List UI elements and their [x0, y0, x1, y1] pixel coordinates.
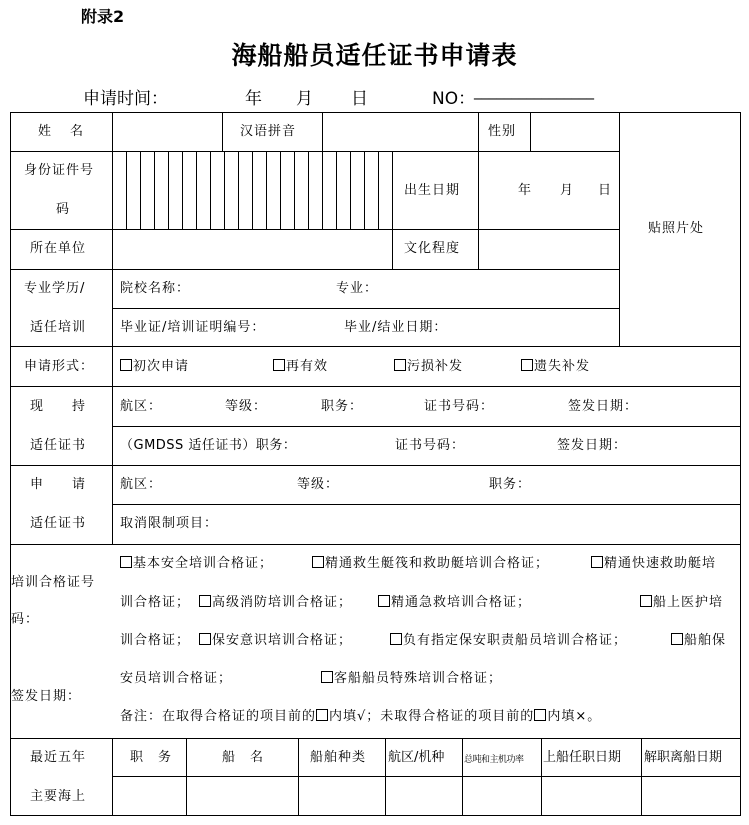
training-issue-date-label: 签发日期： — [11, 689, 82, 704]
gmdss-issue-date-label[interactable]: 签发日期： — [557, 438, 628, 453]
note-text: 备注：在取得合格证的项目前的 — [120, 709, 317, 724]
cert-line-continuation: 训合格证； — [120, 633, 191, 648]
table-line — [740, 112, 741, 816]
employer-label: 所在单位 — [30, 241, 87, 256]
application-time-label: 申请时间： — [83, 89, 168, 109]
note-text: 内填√；未取得合格证的项目前的 — [329, 709, 535, 724]
checkbox-icon[interactable] — [591, 556, 603, 568]
table-line — [10, 544, 741, 545]
cert-label: 基本安全培训合格证； — [133, 556, 274, 571]
table-line — [222, 112, 223, 152]
cert-label: 负有指定保安职责船员培训合格证； — [403, 633, 628, 648]
name-field[interactable] — [113, 113, 222, 151]
cert-basic-safety[interactable] — [120, 556, 273, 572]
table-line — [10, 465, 741, 466]
gmdss-duty-label[interactable]: （GMDSS 适任证书）职务： — [120, 438, 297, 453]
requested-grade-label[interactable]: 等级： — [297, 477, 340, 492]
table-line — [112, 504, 741, 505]
col-disembark-date: 解职离船日期 — [644, 750, 723, 765]
cert-label: 保安意识培训合格证； — [212, 633, 353, 648]
checkbox-icon[interactable] — [199, 595, 211, 607]
table-line — [112, 426, 741, 427]
cert-line-continuation: 训合格证； — [120, 595, 191, 610]
pinyin-label: 汉语拼音 — [240, 124, 297, 139]
col-embark-date: 上船任职日期 — [543, 750, 622, 765]
school-name-label[interactable]: 院校名称： — [120, 281, 191, 296]
option-label: 遗失补发 — [534, 359, 591, 374]
cert-label: 客船船员特殊培训合格证； — [334, 671, 503, 686]
birth-date-label: 出生日期 — [404, 183, 461, 198]
requested-cert-label-cont: 适任证书 — [30, 516, 87, 531]
checkbox-icon[interactable] — [378, 595, 390, 607]
cert-fast-rescue-boat[interactable] — [591, 556, 716, 572]
checkbox-icon[interactable] — [390, 633, 402, 645]
cert-label: 船舶保 — [684, 633, 727, 648]
gmdss-cert-number-label[interactable]: 证书号码： — [395, 438, 466, 453]
service-cell[interactable] — [542, 777, 641, 815]
col-duty: 职 务 — [130, 750, 173, 765]
checkbox-icon[interactable] — [120, 556, 132, 568]
application-year[interactable]: 年 — [245, 89, 262, 109]
cert-label: 精通救生艇筏和救助艇培训合格证； — [325, 556, 550, 571]
current-cert-label: 现 持 — [30, 399, 87, 414]
cert-survival-craft[interactable] — [312, 556, 549, 572]
checkbox-icon — [534, 709, 546, 721]
cert-medical-first-aid[interactable] — [378, 595, 531, 611]
table-line — [10, 346, 741, 347]
id-number-label-cont: 码 — [56, 202, 71, 217]
table-line — [392, 151, 393, 270]
service-cell[interactable] — [642, 777, 740, 815]
cert-designated-security[interactable] — [390, 633, 627, 649]
col-area-engine: 航区/机种 — [388, 750, 445, 765]
cert-medical-care[interactable] — [640, 595, 723, 611]
cert-passenger-ship[interactable] — [321, 671, 502, 687]
table-line — [10, 112, 11, 816]
major-label[interactable]: 专业： — [336, 281, 379, 296]
photo-placeholder: 贴照片处 — [648, 221, 705, 236]
current-area-label[interactable]: 航区： — [120, 399, 163, 414]
current-cert-number-label[interactable]: 证书号码： — [424, 399, 495, 414]
table-line — [10, 738, 741, 739]
training-cert-label: 培训合格证号 — [11, 575, 96, 590]
training-cert-label-cont: 码： — [11, 612, 40, 627]
col-ship-type: 船舶种类 — [310, 750, 367, 765]
name-label: 姓 名 — [38, 124, 87, 139]
employer-field[interactable] — [113, 230, 392, 269]
education-label: 文化程度 — [404, 241, 461, 256]
current-cert-label-cont: 适任证书 — [30, 438, 87, 453]
option-label: 再有效 — [286, 359, 329, 374]
cert-advanced-firefighting[interactable] — [199, 595, 352, 611]
checkbox-icon — [316, 709, 328, 721]
checkbox-icon[interactable] — [120, 359, 132, 371]
cert-label: 高级消防培训合格证； — [212, 595, 353, 610]
graduation-date-label[interactable]: 毕业/结业日期： — [344, 320, 448, 335]
checkbox-icon[interactable] — [394, 359, 406, 371]
requested-duty-label[interactable]: 职务： — [489, 477, 532, 492]
requested-area-label[interactable]: 航区： — [120, 477, 163, 492]
table-line — [112, 308, 620, 309]
option-lost-reissue[interactable] — [521, 359, 590, 375]
col-tonnage-power: 总吨和主机功率 — [464, 755, 524, 765]
birth-month[interactable]: 月 — [560, 183, 575, 198]
certificate-number-label[interactable]: 毕业证/培训证明编号： — [120, 320, 266, 335]
application-type-label: 申请形式： — [24, 359, 95, 374]
current-duty-label[interactable]: 职务： — [321, 399, 364, 414]
col-ship-name: 船 名 — [222, 750, 265, 765]
table-line — [478, 112, 479, 152]
current-issue-date-label[interactable]: 签发日期： — [568, 399, 639, 414]
cert-ship-security-officer[interactable] — [671, 633, 726, 649]
table-line — [10, 269, 620, 270]
cancel-limits-label[interactable]: 取消限制项目： — [120, 516, 219, 531]
note-text: 内填×。 — [547, 709, 602, 724]
checkbox-icon[interactable] — [321, 671, 333, 683]
table-line — [10, 815, 741, 816]
application-month[interactable]: 月 — [296, 89, 313, 109]
checkbox-icon[interactable] — [671, 633, 683, 645]
service-cell[interactable] — [187, 777, 298, 815]
sea-service-label-cont: 主要海上 — [30, 789, 87, 804]
appendix-label: 附录2 — [81, 7, 125, 26]
service-cell[interactable] — [386, 777, 462, 815]
gender-label: 性别 — [488, 124, 517, 139]
education-field[interactable] — [479, 230, 619, 269]
service-cell[interactable] — [113, 777, 186, 815]
option-first-application[interactable] — [120, 359, 189, 375]
service-cell[interactable] — [299, 777, 385, 815]
birth-year[interactable]: 年 — [518, 183, 533, 198]
cert-security-awareness[interactable] — [199, 633, 352, 649]
cert-line-continuation: 安员培训合格证； — [120, 671, 233, 686]
service-cell[interactable] — [463, 777, 541, 815]
page-title: 海船船员适任证书申请表 — [231, 41, 518, 70]
training-note — [120, 709, 601, 725]
checkbox-icon[interactable] — [312, 556, 324, 568]
option-label: 初次申请 — [133, 359, 190, 374]
id-number-field[interactable] — [113, 152, 392, 229]
requested-cert-label: 申 请 — [30, 477, 87, 492]
number-field[interactable]: ________________ — [474, 82, 594, 100]
number-label: NO： — [432, 89, 476, 109]
cert-label: 精通急救培训合格证； — [391, 595, 532, 610]
table-line — [619, 112, 620, 347]
study-label: 专业学历/ — [24, 281, 86, 296]
study-label-cont: 适任培训 — [30, 320, 87, 335]
cert-label: 船上医护培 — [653, 595, 724, 610]
id-number-label: 身份证件号 — [24, 163, 95, 178]
pinyin-field[interactable] — [323, 113, 478, 151]
checkbox-icon[interactable] — [521, 359, 533, 371]
cert-label: 精通快速救助艇培 — [604, 556, 717, 571]
option-revalidation[interactable] — [273, 359, 328, 375]
checkbox-icon[interactable] — [640, 595, 652, 607]
sea-service-label: 最近五年 — [30, 750, 87, 765]
gender-field[interactable] — [531, 113, 619, 151]
table-line — [10, 386, 741, 387]
checkbox-icon[interactable] — [273, 359, 285, 371]
application-day[interactable]: 日 — [351, 89, 368, 109]
option-damaged-reissue[interactable] — [394, 359, 463, 375]
option-label: 污损补发 — [407, 359, 464, 374]
birth-day[interactable]: 日 — [598, 183, 613, 198]
checkbox-icon[interactable] — [199, 633, 211, 645]
current-grade-label[interactable]: 等级： — [225, 399, 268, 414]
